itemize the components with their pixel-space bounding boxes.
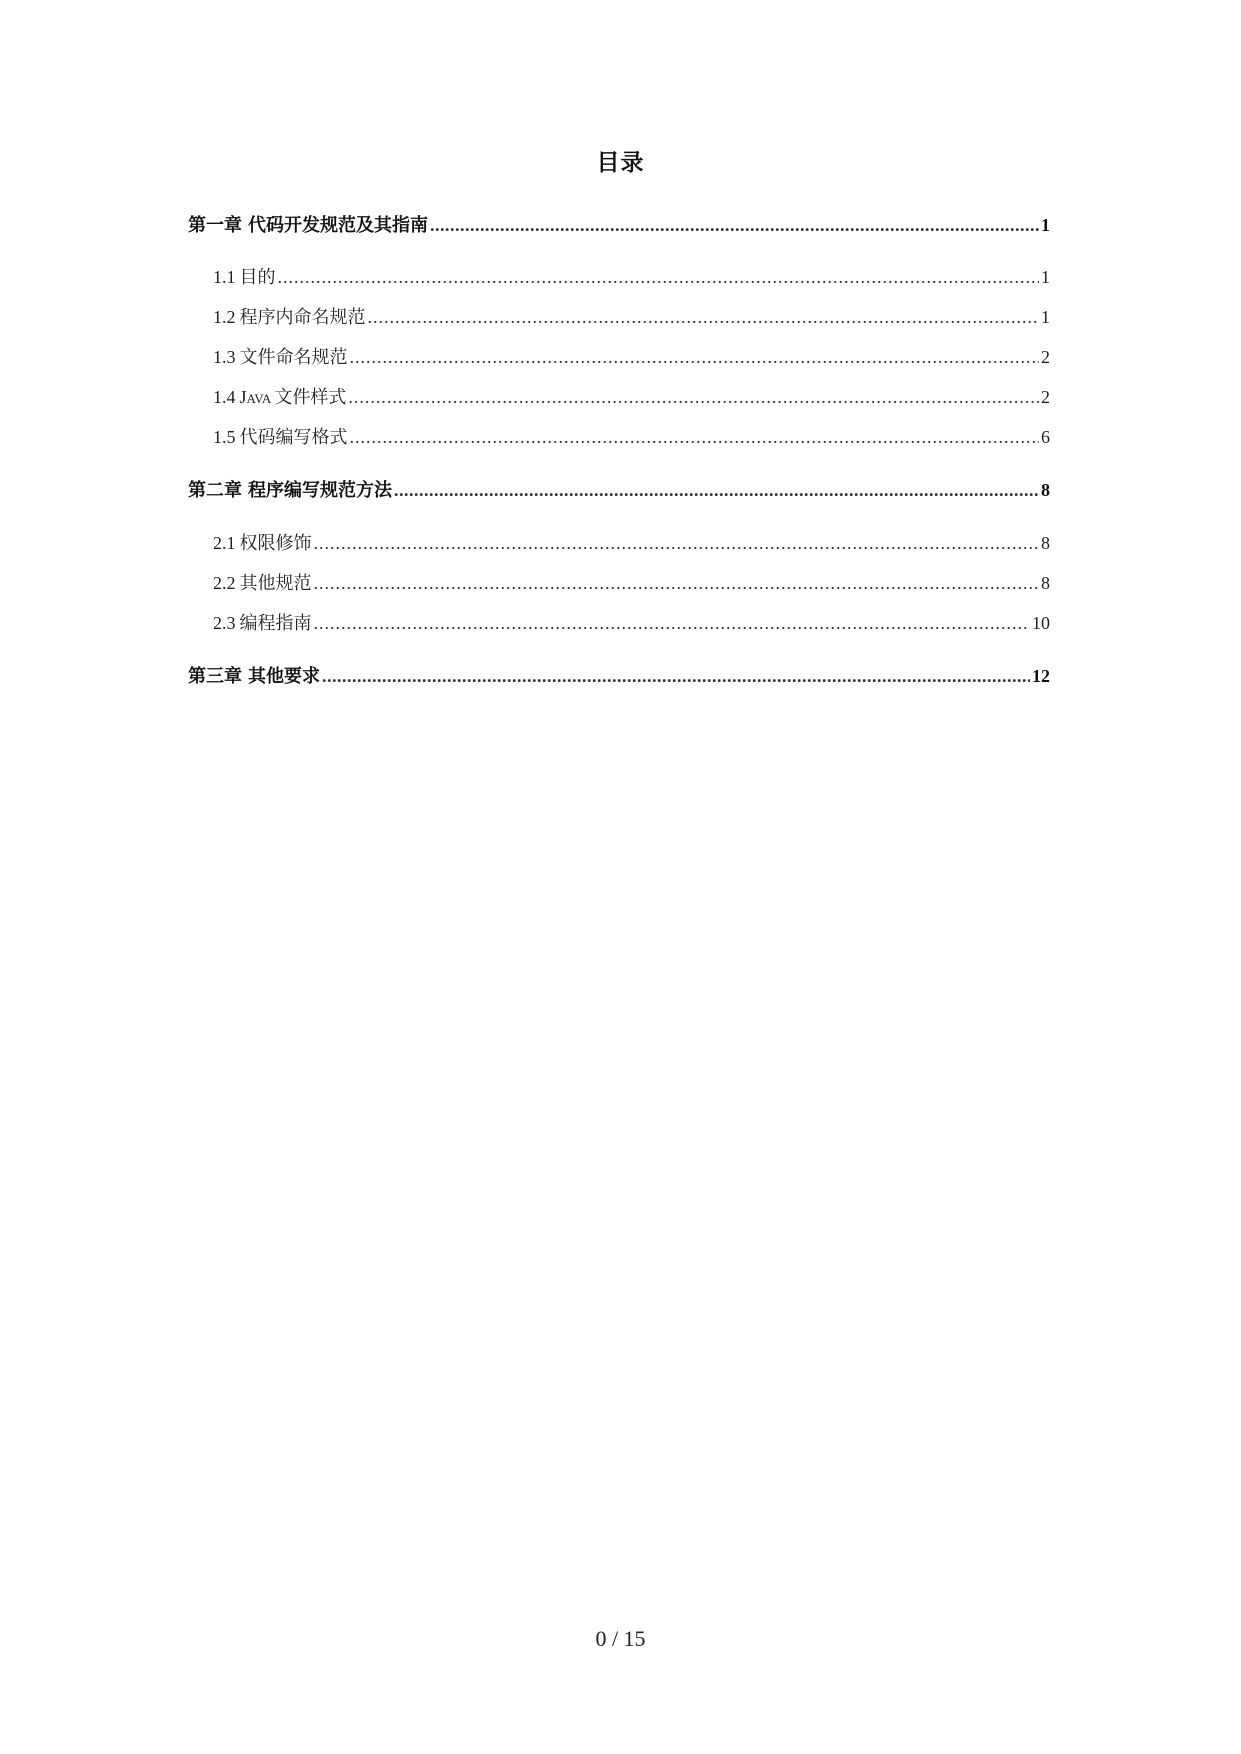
toc-section-number: 1.5 bbox=[213, 427, 236, 447]
toc-page-number: 1 bbox=[1041, 215, 1050, 235]
toc-page-number: 6 bbox=[1041, 427, 1050, 447]
toc-section-label: 文件命名规范 bbox=[239, 347, 348, 368]
toc-dot-leader bbox=[350, 424, 1040, 450]
toc-section-label: 其他规范 bbox=[239, 573, 312, 594]
toc-dot-leader bbox=[394, 477, 1039, 503]
toc-section-2-1[interactable] bbox=[213, 530, 1050, 557]
toc-page-number: 8 bbox=[1041, 533, 1050, 553]
toc-section-number: 1.2 bbox=[213, 307, 236, 327]
toc-dot-leader bbox=[322, 663, 1030, 689]
toc-section-number: 1.1 bbox=[213, 267, 236, 287]
toc-page-number: 1 bbox=[1041, 307, 1050, 327]
toc-section-label: 文件样式 bbox=[274, 387, 347, 408]
toc-section-number: 1.4 bbox=[213, 387, 236, 407]
toc-dot-leader bbox=[430, 212, 1039, 238]
toc-dot-leader bbox=[368, 304, 1040, 330]
toc-section-number: 2.2 bbox=[213, 573, 236, 593]
toc-dot-leader bbox=[314, 570, 1040, 596]
toc-chapter-label: 程序编写规范方法 bbox=[248, 480, 392, 501]
toc-page-number: 2 bbox=[1041, 347, 1050, 367]
toc-page-number: 2 bbox=[1041, 387, 1050, 407]
toc-chapter-label: 代码开发规范及其指南 bbox=[248, 215, 428, 236]
toc-chapter-number: 第一章 bbox=[188, 215, 242, 236]
toc-page-number: 12 bbox=[1032, 666, 1050, 686]
page-indicator: 0 / 15 bbox=[595, 1626, 646, 1651]
toc-chapter-number: 第三章 bbox=[188, 666, 242, 687]
toc-section-label-prefix: Java bbox=[239, 387, 272, 407]
toc-chapter-1[interactable] bbox=[188, 212, 1050, 239]
toc-dot-leader bbox=[348, 384, 1039, 410]
toc-section-label: 程序内命名规范 bbox=[239, 307, 366, 328]
toc-section-number: 2.1 bbox=[213, 533, 236, 553]
toc-chapter-label: 其他要求 bbox=[248, 666, 320, 687]
toc-section-number: 1.3 bbox=[213, 347, 236, 367]
toc-section-number: 2.3 bbox=[213, 613, 236, 633]
toc-dot-leader bbox=[314, 610, 1031, 636]
toc-section-1-5[interactable] bbox=[213, 424, 1050, 451]
toc-section-1-3[interactable] bbox=[213, 344, 1050, 371]
toc-dot-leader bbox=[278, 264, 1040, 290]
toc-section-label: 目的 bbox=[239, 267, 276, 288]
toc-page-number: 8 bbox=[1041, 573, 1050, 593]
toc-chapter-3[interactable] bbox=[188, 663, 1050, 690]
toc-section-label: 编程指南 bbox=[239, 613, 312, 634]
toc-dot-leader bbox=[350, 344, 1040, 370]
toc-page-number: 1 bbox=[1041, 267, 1050, 287]
toc-page-number: 8 bbox=[1041, 480, 1050, 500]
toc-section-2-3[interactable] bbox=[213, 610, 1050, 637]
toc-chapter-2[interactable] bbox=[188, 477, 1050, 504]
toc-section-2-2[interactable] bbox=[213, 570, 1050, 597]
toc-dot-leader bbox=[314, 530, 1040, 556]
toc-section-label: 权限修饰 bbox=[239, 533, 312, 554]
toc-section-1-4[interactable] bbox=[213, 384, 1050, 411]
toc-title: 目录 bbox=[596, 150, 645, 176]
toc-section-1-1[interactable] bbox=[213, 264, 1050, 291]
toc-page-number: 10 bbox=[1032, 613, 1050, 633]
toc-section-label: 代码编写格式 bbox=[239, 427, 348, 448]
toc-section-1-2[interactable] bbox=[213, 304, 1050, 331]
toc-chapter-number: 第二章 bbox=[188, 480, 242, 501]
